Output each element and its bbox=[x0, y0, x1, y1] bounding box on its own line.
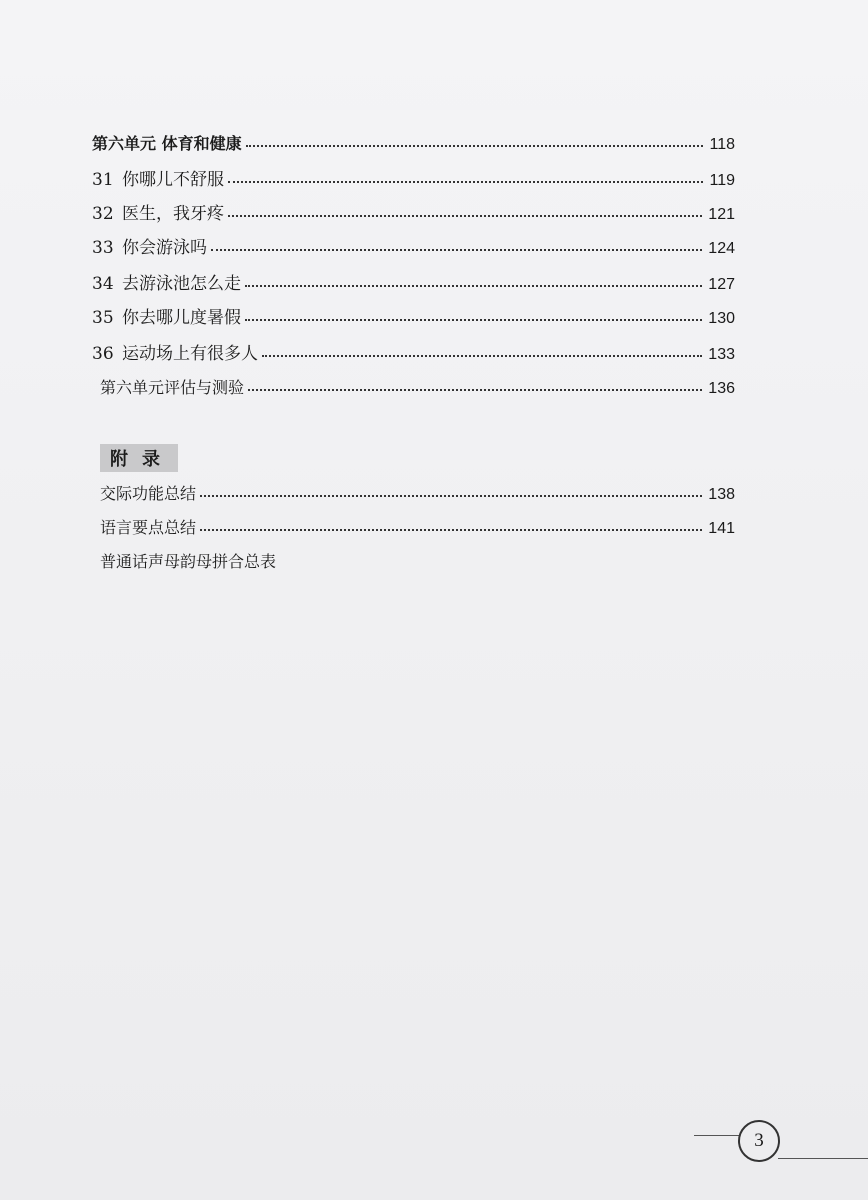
toc-page-number: 136 bbox=[708, 380, 735, 397]
lesson-number: 32 bbox=[92, 204, 114, 224]
dot-leader bbox=[228, 215, 702, 217]
toc-page-number: 130 bbox=[708, 310, 735, 327]
toc-appendix-item[interactable] bbox=[100, 474, 735, 504]
toc-unit-heading[interactable] bbox=[92, 124, 735, 154]
lesson-title: 你去哪儿度暑假 bbox=[122, 308, 241, 328]
toc-page-number: 121 bbox=[708, 206, 735, 223]
dot-leader bbox=[228, 181, 703, 183]
appendix-item-label: 普通话声母韵母拼合总表 bbox=[100, 552, 277, 571]
toc-page-number: 118 bbox=[709, 136, 735, 153]
appendix-heading: 附录 bbox=[100, 444, 178, 472]
dot-leader bbox=[245, 285, 702, 287]
lesson-title: 你哪儿不舒服 bbox=[122, 170, 224, 190]
toc-unit-heading-label: 第六单元 体育和健康 bbox=[92, 134, 242, 153]
dot-leader bbox=[200, 529, 702, 531]
toc-lesson-33[interactable] bbox=[92, 228, 735, 258]
dot-leader bbox=[200, 495, 702, 497]
toc-lesson-36[interactable] bbox=[92, 334, 735, 364]
lesson-title: 去游泳池怎么走 bbox=[122, 274, 241, 294]
dot-leader bbox=[211, 249, 702, 251]
toc-page-number: 141 bbox=[708, 520, 735, 537]
toc-page-number: 124 bbox=[708, 240, 735, 257]
toc-appendix-item[interactable] bbox=[100, 508, 735, 538]
toc-lesson-31[interactable] bbox=[92, 160, 735, 190]
lesson-title: 你会游泳吗 bbox=[122, 238, 207, 258]
toc-page-number: 119 bbox=[709, 172, 735, 189]
toc-lesson-34[interactable] bbox=[92, 264, 735, 294]
lesson-number: 36 bbox=[92, 344, 114, 364]
toc-lesson-35[interactable] bbox=[92, 298, 735, 328]
appendix-item-label: 交际功能总结 bbox=[100, 484, 197, 503]
lesson-number: 33 bbox=[92, 238, 114, 258]
toc-page-number: 127 bbox=[708, 276, 735, 293]
lesson-number: 31 bbox=[92, 170, 114, 190]
footer-rule-right bbox=[778, 1158, 868, 1159]
appendix-item-label: 语言要点总结 bbox=[100, 518, 197, 537]
toc-page-number: 138 bbox=[708, 486, 735, 503]
lesson-title: 医生，我牙疼 bbox=[122, 204, 224, 224]
page-number: 3 bbox=[738, 1120, 780, 1162]
dot-leader bbox=[262, 355, 702, 357]
toc-appendix-item[interactable] bbox=[100, 542, 735, 572]
toc-lesson-32[interactable] bbox=[92, 194, 735, 224]
toc-assessment[interactable] bbox=[100, 368, 735, 398]
dot-leader bbox=[248, 389, 702, 391]
lesson-title: 运动场上有很多人 bbox=[122, 344, 258, 364]
dot-leader bbox=[245, 319, 702, 321]
lesson-number: 34 bbox=[92, 274, 114, 294]
lesson-number: 35 bbox=[92, 308, 114, 328]
toc-page-number: 133 bbox=[708, 346, 735, 363]
toc-assessment-label: 第六单元评估与测验 bbox=[100, 378, 245, 397]
dot-leader bbox=[246, 145, 704, 147]
